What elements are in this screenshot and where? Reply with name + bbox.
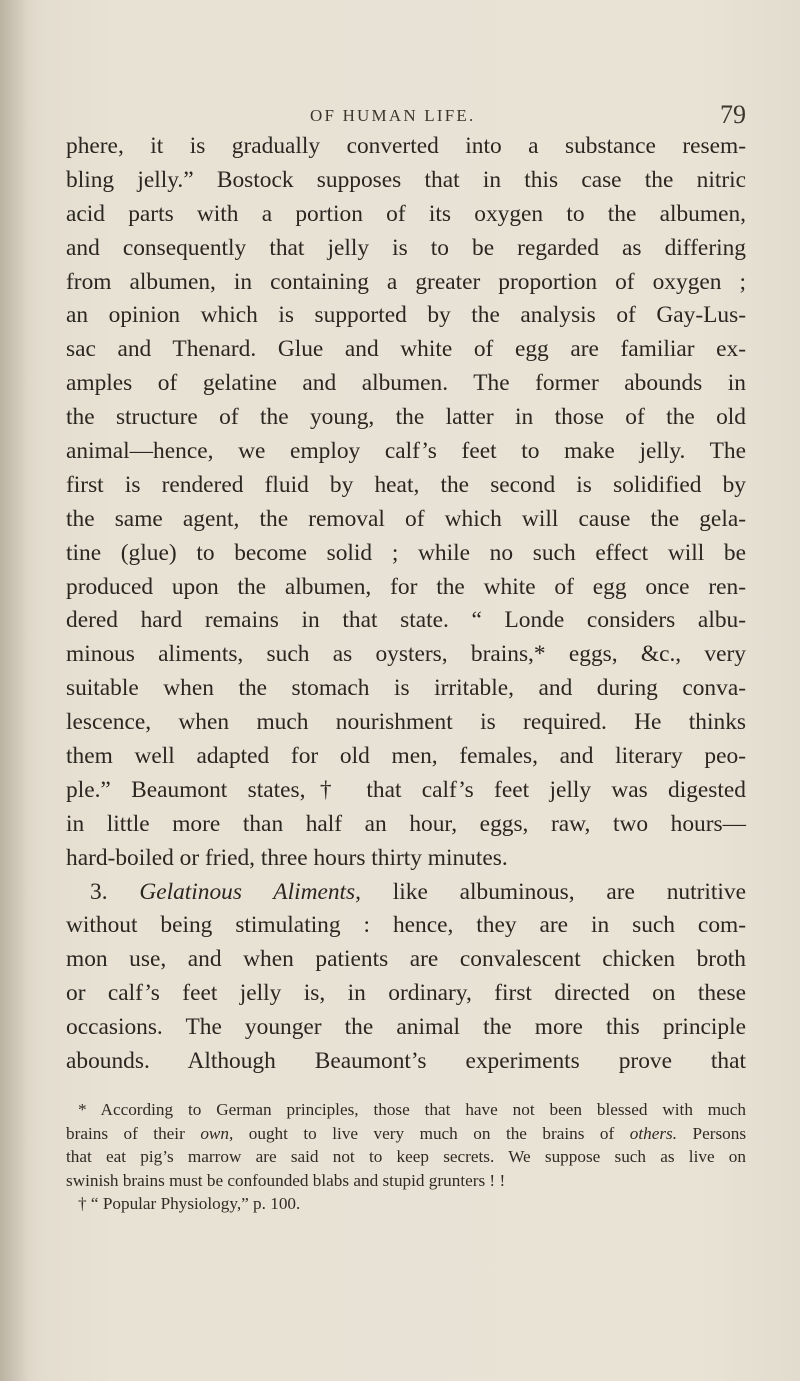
footnote-line: swinish brains must be confounded blabs and stupid grunters ! !	[66, 1170, 506, 1190]
text-line: suitable when the stomach is irritable, and during conva-	[66, 675, 746, 702]
page-gutter-shadow	[0, 0, 28, 1381]
text-fragment: ought to live very much on the brains of	[248, 1123, 615, 1143]
text-line: sac and Thenard. Glue and white of egg are familiar ex-	[66, 336, 746, 363]
text-line: animal—hence, we employ calf’s feet to make jelly. The	[66, 438, 746, 465]
running-title: OF HUMAN LIFE.	[310, 106, 476, 125]
text-line: them well adapted for old men, females, and literary peo-	[66, 743, 746, 770]
paragraph-number: 3.	[90, 878, 108, 905]
text-line: lescence, when much nourishment is required. He thinks	[66, 709, 746, 736]
text-line: the same agent, the removal of which will cause the gela-	[66, 505, 746, 532]
text-line: and consequently that jelly is to be regarded as differing	[66, 234, 746, 261]
text-line: occasions. The younger the animal the more this principle	[66, 1014, 746, 1041]
footnote-line: † “ Popular Physiology,” p. 100.	[78, 1194, 301, 1213]
text-line: phere, it is gradually converted into a substance resem-	[66, 133, 746, 159]
text-fragment: brains of their	[66, 1123, 185, 1143]
text-fragment: Persons	[692, 1123, 747, 1143]
text-line: minous aliments, such as oysters, brains,* eggs, &c., very	[66, 641, 746, 668]
text-line: amples of gelatine and albumen. The former abounds in	[66, 370, 746, 397]
footnote-line: * According to German principles, those that have not been blessed with much	[78, 1100, 746, 1119]
body-text	[66, 130, 746, 1079]
page-number: 79	[720, 100, 746, 129]
text-line: without being stimulating : hence, they are in such com-	[66, 912, 746, 939]
italic-word: others.	[629, 1123, 678, 1143]
text-line: the structure of the young, the latter in those of the old	[66, 404, 746, 431]
text-line: tine (glue) to become solid ; while no such effect will be	[66, 539, 746, 566]
footnotes	[66, 1098, 746, 1216]
text-line: an opinion which is supported by the analysis of Gay-Lus-	[66, 302, 746, 329]
text-line: bling jelly.” Bostock supposes that in this case the nitric	[66, 166, 746, 193]
paragraph-3-first-line	[66, 876, 746, 910]
text-line: from albumen, in containing a greater proportion of oxygen ;	[66, 268, 746, 295]
text-line: produced upon the albumen, for the white of egg once ren-	[66, 573, 746, 600]
text-line: hard-boiled or fried, three hours thirty minutes.	[66, 844, 508, 871]
text-line: abounds. Although Beaumont’s experiments prove that	[66, 1048, 746, 1075]
text-line: mon use, and when patients are convalescent chicken broth	[66, 946, 746, 973]
text-line: or calf’s feet jelly is, in ordinary, first directed on these	[66, 980, 746, 1007]
text-line: in little more than half an hour, eggs, raw, two hours—	[66, 810, 746, 837]
text-line: acid parts with a portion of its oxygen to the albumen,	[66, 200, 746, 227]
section-heading-italic: Gelatinous Aliments,	[139, 878, 362, 905]
text-fragment: like albuminous, are nutritive	[392, 878, 746, 905]
text-line: dered hard remains in that state. “ Londe considers albu-	[66, 607, 746, 634]
text-line: ple.” Beaumont states,† that calf’s feet jelly was digested	[66, 776, 746, 803]
footnote-line	[66, 1122, 746, 1146]
text-line: first is rendered fluid by heat, the second is solidified by	[66, 471, 746, 498]
footnote-line: that eat pig’s marrow are said not to keep secrets. We suppose such as live on	[66, 1147, 746, 1166]
italic-word: own,	[200, 1123, 234, 1143]
